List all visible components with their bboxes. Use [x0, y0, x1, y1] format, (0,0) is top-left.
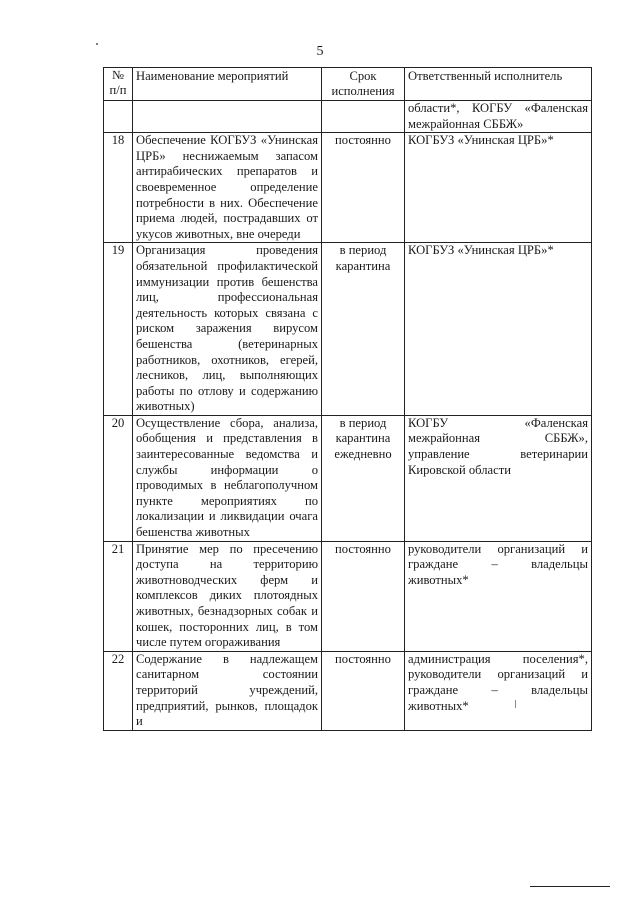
row-responsible: КОГБУ «Фаленская межрайонная СББЖ», управление ветеринарии Кировской области [405, 415, 592, 541]
row-num: 19 [104, 243, 133, 416]
table-header-row [104, 68, 592, 101]
row-name [133, 101, 322, 133]
row-term: в период карантина [322, 243, 405, 416]
row-term: постоянно [322, 541, 405, 651]
row-name: Содержание в надлежащем санитарном состоянии территорий учреждений, предприятий, рынков, площадок и [133, 651, 322, 730]
header-num: № п/п [104, 68, 133, 101]
row-responsible: КОГБУЗ «Унинская ЦРБ»* [405, 133, 592, 243]
footer-rule [530, 886, 610, 887]
row-term [322, 101, 405, 133]
table-row [104, 651, 592, 730]
header-term: Срок исполнения [322, 68, 405, 101]
row-num: 20 [104, 415, 133, 541]
row-name: Обеспечение КОГБУЗ «Унинская ЦРБ» неснижаемым запасом антирабических препаратов и своевременное определение потребности в них. Обеспечение приема людей, пострадавших от укусов животных, вне очереди [133, 133, 322, 243]
row-responsible: администрация поселения*, руководители организаций и граждане – владельцы животных* [405, 651, 592, 730]
row-num: 22 [104, 651, 133, 730]
row-term: в период карантина ежедневно [322, 415, 405, 541]
table-row [104, 133, 592, 243]
table-row [104, 243, 592, 416]
row-name: Принятие мер по пресечению доступа на территорию животноводческих ферм и комплексов диких плотоядных животных, безнадзорных собак и кошек, посторонних лиц, в том числе путем огораживания [133, 541, 322, 651]
table-row [104, 541, 592, 651]
row-responsible: области*, КОГБУ «Фаленская межрайонная СББЖ» [405, 101, 592, 133]
row-responsible: руководители организаций и граждане – владельцы животных* [405, 541, 592, 651]
row-name: Организация проведения обязательной профилактической иммунизации против бешенства лиц, профессиональная деятельность которых связана с риском заражения вирусом бешенства (ветеринарных работников, охотников, егерей, лесников, лиц, выполняющих работы по отлову и содержанию животных) [133, 243, 322, 416]
header-name: Наименование мероприятий [133, 68, 322, 101]
table-row [104, 415, 592, 541]
row-term: постоянно [322, 651, 405, 730]
measures-table [103, 67, 592, 731]
row-responsible: КОГБУЗ «Унинская ЦРБ»* [405, 243, 592, 416]
row-num: 21 [104, 541, 133, 651]
page-number: 5 [316, 44, 324, 59]
row-num: 18 [104, 133, 133, 243]
header-responsible: Ответственный исполнитель [405, 68, 592, 101]
table-row [104, 101, 592, 133]
row-term: постоянно [322, 133, 405, 243]
row-num [104, 101, 133, 133]
row-name: Осуществление сбора, анализа, обобщения и представления в заинтересованные ведомства и службы информации о проводимых в неблагополучном пункте мероприятиях по локализации и ликвидации очага бешенства животных [133, 415, 322, 541]
